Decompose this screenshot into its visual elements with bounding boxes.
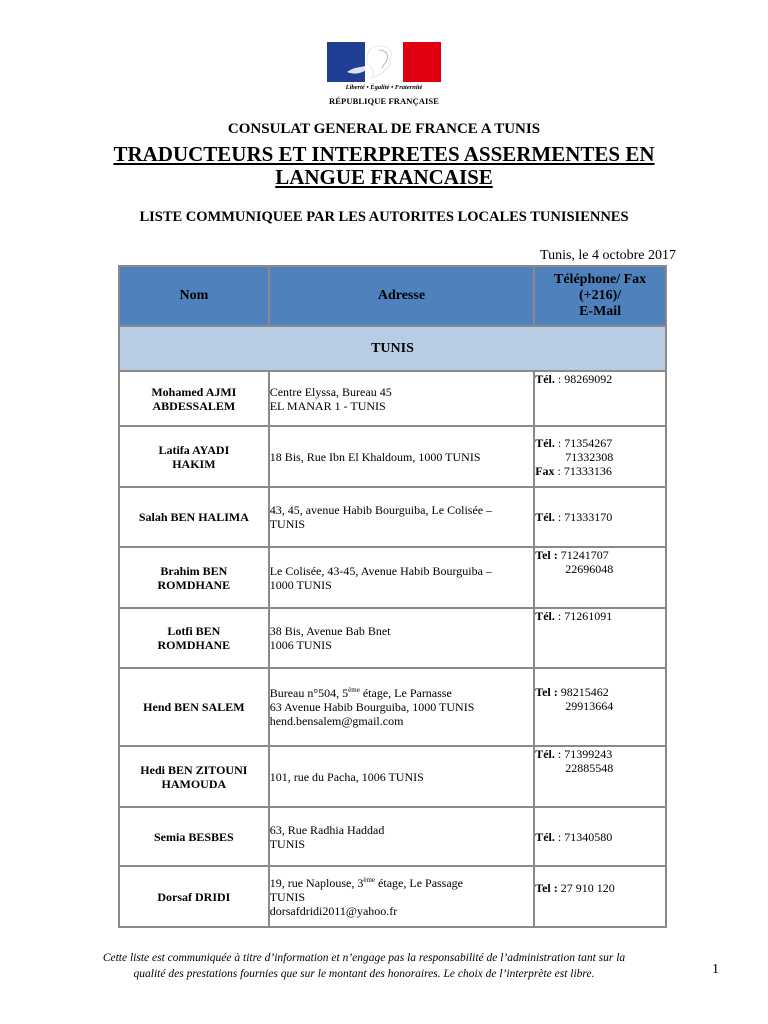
adresse-line: EL MANAR 1 - TUNIS xyxy=(269,398,386,413)
telephone-label: Tél. xyxy=(535,372,555,386)
nom-line: Hedi BEN ZITOUNI xyxy=(140,762,248,777)
cell-nom xyxy=(119,668,269,746)
telephone-value: : 98269092 xyxy=(554,372,613,386)
adresse-line: 1000 TUNIS xyxy=(269,577,332,592)
cell-adresse xyxy=(269,668,534,746)
adresse-text: Bureau n°504, 5 xyxy=(269,686,349,700)
adresse-line: Le Colisée, 43-45, Avenue Habib Bourguiba – xyxy=(269,563,492,578)
nom-line: Salah BEN HALIMA xyxy=(138,510,249,524)
adresse-line xyxy=(270,686,533,700)
nom-line: Lotfi BEN xyxy=(167,624,221,638)
floor-superscript: ème xyxy=(363,875,376,884)
nom-line: HAKIM xyxy=(172,456,216,471)
nom-line: Brahim BEN xyxy=(160,563,228,578)
telephone-line xyxy=(535,548,665,562)
adresse-line: TUNIS xyxy=(269,517,306,531)
nom-line: Mohamed AJMI xyxy=(151,384,237,399)
cell-telephone xyxy=(534,608,666,668)
nom-line: ROMDHANE xyxy=(157,638,231,652)
telephone-line xyxy=(535,436,665,450)
column-header-adresse: Adresse xyxy=(269,266,534,326)
cell-nom xyxy=(119,608,269,668)
telephone-label: Tél. xyxy=(535,435,555,450)
section-title: TUNIS xyxy=(119,326,666,371)
telephone-value: 27 910 120 xyxy=(557,881,615,895)
cell-adresse xyxy=(269,746,534,807)
column-header-tel-line: Téléphone/ Fax xyxy=(554,272,647,287)
cell-adresse xyxy=(269,426,534,487)
title-line-2: LANGUE FRANCAISE xyxy=(275,165,493,189)
telephone-line xyxy=(535,510,665,524)
table-row xyxy=(119,608,666,668)
nom-line: ROMDHANE xyxy=(157,577,231,592)
nom-line: ABDESSALEM xyxy=(152,398,236,413)
telephone-label: Tél. xyxy=(535,747,555,761)
cell-telephone xyxy=(534,426,666,487)
adresse-line: TUNIS xyxy=(269,889,306,904)
email-address: hend.bensalem@gmail.com xyxy=(269,714,404,728)
telephone-value: : 71333170 xyxy=(554,510,613,524)
document-date: Tunis, le 4 octobre 2017 xyxy=(540,248,676,263)
table-row xyxy=(119,668,666,746)
telephone-line xyxy=(535,372,665,386)
consulate-name: CONSULAT GENERAL DE FRANCE A TUNIS xyxy=(227,121,541,137)
page-number: 1 xyxy=(712,962,719,977)
column-header-telephone xyxy=(534,266,666,326)
adresse-line: 18 Bis, Rue Ibn El Khaldoum, 1000 TUNIS xyxy=(269,449,481,464)
nom-line: Latifa AYADI xyxy=(158,442,230,457)
telephone-value: 98215462 xyxy=(557,685,609,699)
republic-motto: Liberté • Égalité • Fraternité xyxy=(345,84,423,91)
adresse-line: 63 Avenue Habib Bourguiba, 1000 TUNIS xyxy=(269,700,475,714)
republique-francaise-label: RÉPUBLIQUE FRANÇAISE xyxy=(329,96,439,106)
fax-label: Fax xyxy=(535,463,555,478)
cell-nom xyxy=(119,866,269,927)
cell-nom xyxy=(119,371,269,426)
cell-telephone xyxy=(534,866,666,927)
marianne-logo xyxy=(327,42,441,110)
fax-line xyxy=(535,464,665,478)
disclaimer-footer xyxy=(40,950,688,982)
cell-telephone xyxy=(534,668,666,746)
nom-line: HAMOUDA xyxy=(161,776,227,791)
fax-value: : 71333136 xyxy=(554,463,612,478)
telephone-line xyxy=(535,747,665,761)
telephone-value-secondary: 22696048 xyxy=(565,562,614,576)
page-title xyxy=(0,143,768,189)
cell-nom xyxy=(119,746,269,807)
telephone-value: : 71340580 xyxy=(554,829,613,844)
cell-telephone xyxy=(534,746,666,807)
telephone-value: 71241707 xyxy=(557,548,609,562)
cell-nom xyxy=(119,547,269,608)
adresse-line: 101, rue du Pacha, 1006 TUNIS xyxy=(269,769,424,784)
adresse-line: 43, 45, avenue Habib Bourguiba, Le Colisée – xyxy=(269,503,493,517)
page-subtitle: LISTE COMMUNIQUEE PAR LES AUTORITES LOCALES TUNISIENNES xyxy=(139,209,629,225)
telephone-label: Tel : xyxy=(535,685,558,699)
email-address: dorsafdridi2011@yahoo.fr xyxy=(269,903,398,918)
telephone-line xyxy=(535,830,665,844)
adresse-text: 19, rue Naplouse, 3 xyxy=(269,875,364,890)
cell-nom xyxy=(119,426,269,487)
telephone-value: : 71399243 xyxy=(554,747,613,761)
telephone-value: : 71354267 xyxy=(554,435,613,450)
cell-adresse xyxy=(269,608,534,668)
adresse-line: Centre Elyssa, Bureau 45 xyxy=(269,384,392,399)
table-row xyxy=(119,866,666,927)
telephone-line xyxy=(535,685,665,699)
nom-line: Semia BESBES xyxy=(154,829,234,844)
table-row xyxy=(119,547,666,608)
telephone-value: : 71261091 xyxy=(554,609,613,623)
cell-telephone xyxy=(534,487,666,547)
table-row xyxy=(119,807,666,866)
french-flag-icon xyxy=(327,42,441,82)
cell-adresse xyxy=(269,371,534,426)
telephone-label: Tél. xyxy=(535,829,555,844)
adresse-text: étage, Le Parnasse xyxy=(359,686,452,700)
cell-telephone xyxy=(534,807,666,866)
telephone-line xyxy=(535,609,665,623)
telephone-value-secondary: 22885548 xyxy=(565,761,614,775)
column-header-tel-line: (+216)/ xyxy=(578,288,622,303)
cell-adresse xyxy=(269,487,534,547)
title-line-1: TRADUCTEURS ET INTERPRETES ASSERMENTES EN xyxy=(113,142,655,166)
section-row-tunis xyxy=(119,326,666,371)
adresse-line: 63, Rue Radhia Haddad xyxy=(269,822,385,837)
cell-adresse xyxy=(269,807,534,866)
table-row xyxy=(119,746,666,807)
adresse-line: TUNIS xyxy=(269,836,306,851)
column-header-nom: Nom xyxy=(119,266,269,326)
cell-telephone xyxy=(534,371,666,426)
table-row xyxy=(119,426,666,487)
cell-nom xyxy=(119,807,269,866)
telephone-line xyxy=(535,881,665,895)
telephone-label: Tel : xyxy=(535,881,558,895)
cell-adresse xyxy=(269,547,534,608)
table-header-row xyxy=(119,266,666,326)
disclaimer-line: Cette liste est communiquée à titre d’information et n’engage pas la responsabilité de l’administration tant sur la xyxy=(102,952,626,964)
telephone-value-secondary: 71332308 xyxy=(565,449,614,464)
adresse-line: 38 Bis, Avenue Bab Bnet xyxy=(269,624,391,638)
disclaimer-line: qualité des prestations fournies que sur le montant des honoraires. Le choix de l’interprète est libre. xyxy=(133,968,595,980)
telephone-value-secondary: 29913664 xyxy=(565,699,614,713)
nom-line: Dorsaf DRIDI xyxy=(157,889,231,904)
adresse-line: 1006 TUNIS xyxy=(269,638,332,652)
nom-line: Hend BEN SALEM xyxy=(143,700,245,714)
adresse-line xyxy=(270,876,533,890)
cell-adresse xyxy=(269,866,534,927)
translators-table xyxy=(118,265,667,928)
cell-nom xyxy=(119,487,269,547)
adresse-text: étage, Le Passage xyxy=(375,875,464,890)
floor-superscript: ème xyxy=(348,686,360,694)
telephone-label: Tél. xyxy=(535,510,555,524)
cell-telephone xyxy=(534,547,666,608)
table-row xyxy=(119,487,666,547)
telephone-label: Tél. xyxy=(535,609,555,623)
column-header-tel-line: E-Mail xyxy=(579,304,622,319)
table-row xyxy=(119,371,666,426)
telephone-label: Tel : xyxy=(535,548,558,562)
